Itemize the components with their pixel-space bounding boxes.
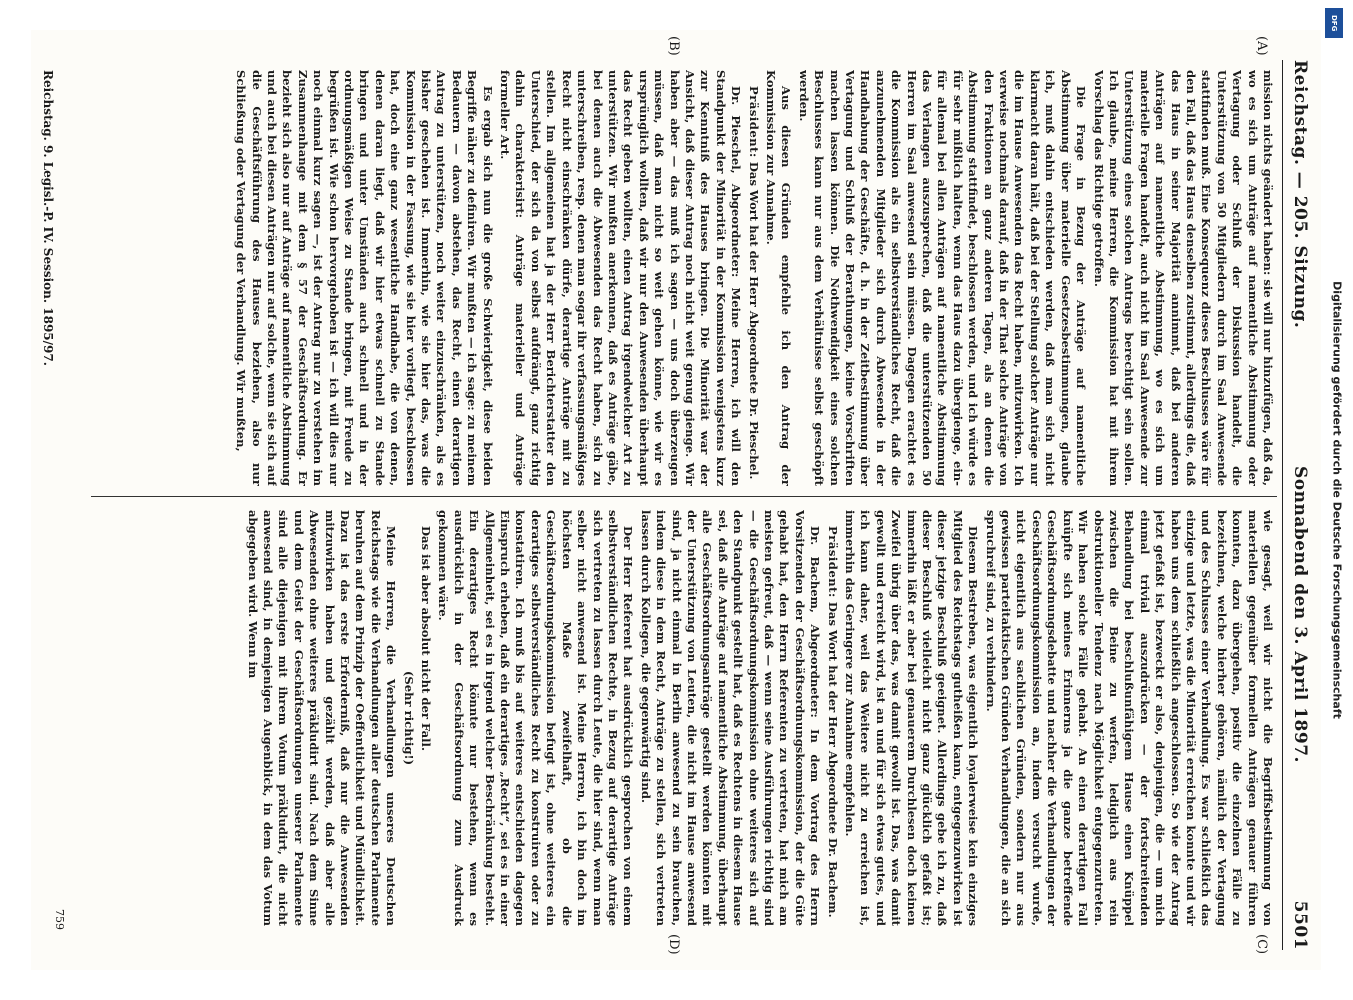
digitization-credit: Digitalisierung gefördert durch die Deutsche Forschungsgemeinschaft <box>1330 281 1344 719</box>
paragraph: Die Frage in Bezug der Anträge auf namentliche Abstimmung über materielle Gesetzesbestimmungen, glaube ich, muß dahin entschieden werden, daß man sich nicht klarmacht daran hält, daß bei der Stellung solcher Anträge nur die im Hause Anwesenden das Recht haben, mitzuwirken. Ich verweise nochmals darauf, daß in der That solche Anträge von den Fraktionen an ganz anderen Tagen, als an denen die Abstimmung stattfindet, beschlossen werden, und ich würde es für sehr mißlich halten, wenn das Haus dazu übergienge, ein- für allemal bei allen Anträgen auf namentliche Abstimmung das Verlangen auszusprechen, daß die unterstützenden 50 Herren im Saal anwesend sein müssen. Dagegen erachtet es die Kommission als ein selbstverständliches Recht, daß die anzunehmenden Mitglieder sich durch Abwesende in der Handhabung der Geschäfte, d. h. in der Zeitbestimmung über Vertagung und Schluß der Berathungen, keine Vorschriften machen lassen können. Die Nothwendigkeit eines solchen Beschlusses kann nur aus dem Verhältnisse selbst geschöpft werden. <box>796 70 1089 486</box>
paragraph: mission nichts geändert haben: sie will nur hinzufügen, daß da, wo es sich um Anträge auf namentliche Abstimmung oder Vertagung oder Schluß der Diskussion handelt, die Unterstützung von 50 Mitgliedern durch im Saal Anwesende stattfinden muß. Eine Konsequenz dieses Beschlusses wäre für den Fall, daß das Haus denselben zustimmt, allerdings die, daß das Haus in seiner Majorität annimmt, daß bei anderen Anträgen auf namentliche Abstimmung, wo es sich um materielle Fragen handelt, auch nicht im Saal Anwesende zur Unterstützung eines solchen Antrags berechtigt sein sollen. Ich glaube, meine Herren, die Kommission hat mit ihrem Vorschlag das Richtige getroffen. <box>1091 70 1275 486</box>
margin-mark-b: (B) <box>666 36 681 56</box>
digitization-sidebar <box>1325 0 1349 1000</box>
paragraph: Das ist aber absolut nicht der Fall. <box>419 526 434 751</box>
column-divider <box>91 496 1277 497</box>
header-date: Sonnabend den 3. April 1897. <box>1290 466 1310 763</box>
left-column <box>71 70 1275 486</box>
page-footer: Reichstag. 9. Legisl.-P. IV. Session. 1895/97. <box>41 70 55 366</box>
speaker-line <box>824 510 839 926</box>
margin-mark-d: (D) <box>666 934 681 955</box>
paragraph: Diesem Bestreben, was eigentlich loyalerweise kein einziges Mitglied des Reichstags gutheißen kann, entgegenzuwirken ist dieser jetzige Beschluß geeignet. Allerdings gebe ich zu, daß dieser Beschluß vielleicht nicht ganz glücklich gefaßt ist; immerhin läßt er aber bei genauerem Durchlesen doch keinen Zweifel übrig über das, was damit gewollt ist. Das, was damit gewollt und erreicht wird, ist an und für sich etwas gutes, und ich kann daher, weil das Weitere nicht zu erreichen ist, immerhin das Geringere zur Annahme empfehlen. <box>843 510 981 926</box>
paragraph: Dr. Bachem, Abgeordneter: In dem Vortrag des Herrn Vorsitzenden der Geschäftsordnungskommission, der die Güte gehabt hat, den Herrn Referenten zu vertreten, hat mich am meisten gefreut, daß — wenn seine Ausführungen richtig sind — die Geschäftsordnungskommission ohne weiteres sich auf den Standpunkt gestellt hat, daß es Rechtens in diesem Hause sei, daß alle Anträge auf namentliche Abstimmung, überhaupt alle Geschäftsordnungsanträge gestellt werden könnten mit der Unterstützung von Leuten, die nicht im Hause anwesend sind, ja nicht einmal in Berlin anwesend zu sein brauchen, indem diese in dem Recht, Anträge zu stellen, sich vertreten lassen durch Kollegen, die gegenwärtig sind. <box>638 510 823 926</box>
header-session: Reichstag. — 205. Sitzung. <box>1290 60 1310 329</box>
page-header <box>1287 60 1313 950</box>
paragraph: Aus diesen Gründen empfehle ich den Antrag der Kommission zur Annahme. <box>764 70 794 486</box>
speaker-text: Das Wort hat der Herr Abgeordnete Dr. Pieschel. <box>746 161 761 480</box>
paragraph: Es ergab sich nun die große Schwierigkeit, diese beiden Begriffe näher zu definiren. Wir mußten — ich sage: zu meinem Bedauern — davon abstehen, das Recht, einen derartigen Antrag zu unterstützen, noch weiter einzuschränken, als es bisher geschehen ist. Immerhin, wie sie hier das, was die Kommission in der Fassung, wie sie hier vorliegt, beschlossen hat, doch eine ganz wesentliche Handhabe, die von denen, denen daran liegt, daß wir hier etwas schnell zu Stande bringen und unter Umständen auch schnell und in der ordnungsmäßigen Weise zu Stande bringen, mit Freude zu begrüßen ist. Wie schon hervorgehoben ist — ich will dies nur noch einmal kurz sagen —, ist der Antrag nur zu verstehen im Zusammenhange mit dem § 57 der Geschäftsordnung. Er bezieht sich also nur auf Anträge auf namentliche Abstimmung und auch bei diesen Anträgen nur auf solche, wenn sie sich auf die Geschäftsführung des Hauses beziehen, also nur Schließung oder Vertagung der Verhandlung. Wir mußten, <box>234 70 495 486</box>
sheet-number: 759 <box>53 909 66 930</box>
interjection: (Sehr richtig!) <box>401 670 416 766</box>
paragraph: Dr. Pieschel, Abgeordneter: Meine Herren, ich will den Standpunkt der Minorität in der Kommission wenigstens kurz zur Kenntniß des Hauses bringen. Die Minorität war der Ansicht, daß dieser Antrag noch nicht weit genug gienge. Wir haben aber — das muß ich sagen — uns doch überzeugen müssen, daß man nicht so weit gehen könne, wie wir es ursprünglich wollten, daß wir nur den Anwesenden überhaupt das Recht geben wollten, einen Antrag irgendwelcher Art zu unterstützen. Wir mußten anerkennen, daß es Anträge gäbe, bei denen auch die Abwesenden das Recht haben, sich zu unterschreiben, resp. denen man sogar ihr verfassungsmäßiges Recht nicht einschränken dürfe, derartige Anträge mit zu stellen. Im allgemeinen hat ja der Herr Berichterstatter den Unterschied, der sich da von selbst aufdrängt, ganz richtig dahin charakterisirt: Anträge materieller und Anträge formeller Art. <box>498 70 744 486</box>
paragraph: Der Herr Referent hat ausdrücklich gesprochen von einem selbstverständlichen Rechte, in Bezug auf derartige Anträge sich vertreten zu lassen durch Leute, die hier sind, wenn man selber nicht anwesend ist. Meine Herren, ich bin doch im höchsten Maße zweifelhaft, ob die Geschäftsordnungskommission befugt ist, ohne weiteres ein derartiges selbstverständliches Recht zu konstruiren oder zu konstatiren. Ich muß bis auf weiteres entschieden dagegen Einspruch erheben, daß ein derartiges „Recht“, sei es in einer Allgemeinheit, sei es in irgend welcher Beschränkung besteht. Ein derartiges Recht könnte nur bestehen, wenn es ausdrücklich in der Geschäftsordnung zum Ausdruck gekommen wäre. <box>436 510 636 926</box>
header-rule <box>1282 60 1283 950</box>
header-page-number: 5501 <box>1290 900 1310 950</box>
margin-mark-c: (C) <box>1254 934 1269 955</box>
speaker-line <box>745 70 760 486</box>
speaker-role: Präsident: <box>825 526 840 598</box>
right-column <box>71 510 1275 926</box>
margin-mark-a: (A) <box>1254 36 1269 56</box>
paragraph: wie gesagt, weil wir nicht die Begriffsbestimmung von materiellen gegenüber formellen Anträgen genauer führen konnten, dazu übergehen, positiv die einzelnen Fälle zu bezeichnen, welche hierher gehören, nämlich der Vertagung und des Schlusses einer Verhandlung. Es war schließlich das einzige und letzte, was die Minorität erreichen konnte und wir haben uns dem schließlich angeschlossen. So wie der Antrag jetzt gefaßt ist, bezweckt er also, denjenigen, die — um mich einmal trivial auszudrücken — der fortschreitenden Behandlung bei beschlußunfähigem Hause einen Knüppel zwischen die Beine zu werfen, lediglich aus rein obstruktioneller Tendenz nach Möglichkeit entgegenzutreten. Wir haben solche Fälle gehabt. An einen derartigen Fall knüpfte sich meines Erinnerns ja die ganze betreffende Geschäftsordnungsdebatte und nachher die Verhandlungen der Geschäftsordnungskommission an, indem versucht wurde, nicht eigentlich aus sachlichen Gründen, sondern nur aus gewissen parteitaktischen Gründen Verhandlungen, die an sich spruchreif sind, zu verhindern. <box>983 510 1275 926</box>
paragraph: Meine Herren, die Verhandlungen unseres Deutschen Reichstags wie die Verhandlungen aller deutschen Parlamente beruhen auf dem Prinzip der Oeffentlichkeit und Mündlichkeit. Dazu ist das erste Erforderniß, daß nur die Anwesenden mitzuwirken haben und gezählt werden, daß aber alle Abwesenden ohne weiteres präkludirt sind. Nach dem Sinne und dem Geist der Geschäftsordnungen unserer Parlamente sind alle diejenigen mit ihrem Votum präkludirt, die nicht anwesend sind, in demjenigen Augenblick, in dem das Votum abgegeben wird. Wenn im <box>245 510 399 926</box>
dfg-logo: DFG <box>1325 8 1343 38</box>
speaker-text: Das Wort hat der Herr Abgeordnete Dr. Bachem. <box>825 601 840 918</box>
scanned-page <box>31 30 1321 970</box>
speaker-role: Präsident: <box>746 86 761 158</box>
